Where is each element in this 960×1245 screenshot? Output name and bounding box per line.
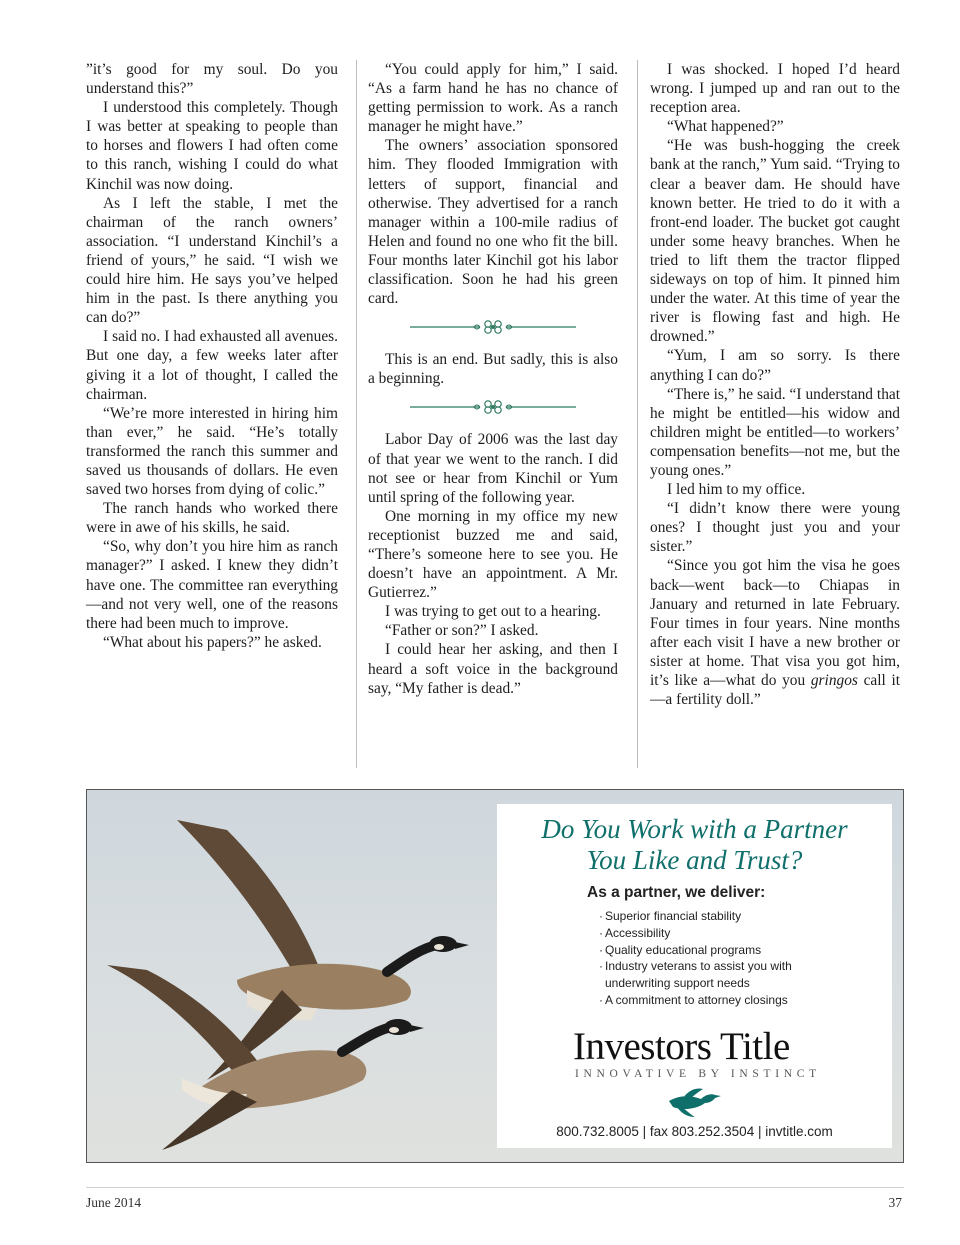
paragraph: The ranch hands who worked there were in awe of his skills, he said. <box>86 500 338 537</box>
paragraph: “Father or son?” I asked. <box>385 622 539 640</box>
paragraph: “What happened?” <box>667 118 784 136</box>
article-column-3 <box>650 60 900 709</box>
paragraph: “I didn’t know there were young ones? I thought just you and your sister.” <box>650 500 900 556</box>
paragraph: I was shocked. I hoped I’d heard wrong. I jumped up and ran out to the reception area. <box>650 61 900 117</box>
paragraph: “Yum, I am so sorry. Is there anything I can do?” <box>650 347 900 384</box>
ad-headline <box>497 814 892 876</box>
page-number: 37 <box>888 1195 902 1210</box>
article-column-1 <box>86 60 338 652</box>
paragraph-text: call it—a fertility doll.” <box>650 672 901 709</box>
paragraph: “You could apply for him,” I said. “As a farm hand he has no chance of getting permission to work. As a ranch manager he might have.” <box>368 61 618 136</box>
paragraph: Labor Day of 2006 was the last day of that year we went to the ranch. I did not see or hear from Kinchil or Yum until spring of the following year. <box>368 431 618 506</box>
column-divider <box>356 60 357 768</box>
ad-contact-info: 800.732.8005 | fax 803.252.3504 | invtitle.com <box>556 1124 833 1139</box>
footer-divider <box>86 1187 904 1188</box>
list-item-text: Accessibility <box>605 925 671 940</box>
paragraph: This is an end. But sadly, this is also a beginning. <box>368 351 618 388</box>
bullet-marker: · <box>599 925 603 940</box>
issue-date: June 2014 <box>86 1195 142 1210</box>
list-item <box>599 958 845 992</box>
list-item-text: Quality educational programs <box>605 942 762 957</box>
paragraph: “We’re more interested in hiring him than ever,” he said. “He’s totally transformed the ranch this summer and saved us thousands of dollars. He even saved two horses from dying of colic.” <box>86 404 338 499</box>
list-item-text: Superior financial stability <box>605 909 742 923</box>
paragraph <box>650 556 900 709</box>
brand-tagline: INNOVATIVE BY INSTINCT <box>575 1068 821 1080</box>
advertisement <box>86 789 904 1163</box>
ad-headline-line: Do You Work with a Partner <box>541 814 848 844</box>
ad-text-panel <box>497 804 892 1148</box>
section-break-ornament <box>368 390 618 424</box>
paragraph: “He was bush-hogging the creek bank at the ranch,” Yum said. “Trying to clear a beaver dam. He should have known better. He tried to do it with a front-end loader. The bucket got caught under some heavy branches. When he tried to lift them the tractor flipped sideways on top of him. It pinned him under the water. At this time of year the river is flowing fast and high. He drowned.” <box>650 137 900 346</box>
bullet-marker: · <box>599 959 603 974</box>
paragraph: As I left the stable, I met the chairman of the ranch owners’ association. “I understand Kinchil’s a friend of yours,” he said. “I wish we could hire him. He says you’ve helped him in the past. Is there anything you can do?” <box>86 194 338 327</box>
list-item-text: Industry veterans to assist you with underwriting support needs <box>605 959 792 991</box>
paragraph: One morning in my office my new receptionist buzzed me and said, “There’s someone here to see you. He doesn’t have an appointment. A Mr. Gutierrez.” <box>368 507 618 602</box>
column-divider <box>637 60 638 768</box>
ad-headline-line: You Like and Trust? <box>586 845 803 875</box>
list-item <box>599 925 845 942</box>
paragraph: “There is,” he said. “I understand that he might be entitled—his widow and children might be entitled—to workers’ compensation benefits—not me, but the young ones.” <box>650 385 900 479</box>
paragraph: I understood this completely. Though I was better at speaking to people than to horses and flowers I had often come to this ranch, wishing I could do what Kinchil was now doing. <box>86 99 338 193</box>
paragraph: I said no. I had exhausted all avenues. But one day, a few weeks later after giving it a lot of thought, I called the chairman. <box>86 328 338 403</box>
bullet-marker: · <box>599 942 603 957</box>
paragraph: I led him to my office. <box>667 481 806 499</box>
paragraph: The owners’ association sponsored him. They flooded Immigration with letters of support, financial and otherwise. They advertised for a ranch manager within a 100-mile radius of Helen and found no one who fit the bill. Four months later Kinchil got his labor classification. Soon he had his green card. <box>368 137 618 308</box>
italic-word: gringos <box>810 672 858 689</box>
section-break-ornament <box>368 310 618 344</box>
list-item <box>599 942 845 959</box>
paragraph: ”it’s good for my soul. Do you understand this?” <box>86 61 338 98</box>
paragraph: I could hear her asking, and then I heard a soft voice in the background say, “My father is dead.” <box>368 641 618 697</box>
paragraph-text: “Since you got him the visa he goes back—went back—to Chiapas in January and returned in late February. Four times in four years. Nine months after each visit I have a new brother or sister at home. That visa you got him, it’s like a—what do you <box>650 557 900 689</box>
brand-logo-text: Investors Title <box>573 1025 790 1068</box>
bullet-marker: · <box>599 909 603 923</box>
paragraph: “So, why don’t you hire him as ranch manager?” I asked. I knew they didn’t have one. The committee ran everything—and not very well, one of the reasons there had been much to improve. <box>86 538 338 632</box>
list-item-text: A commitment to attorney closings <box>605 992 788 1007</box>
ad-subheading: As a partner, we deliver: <box>587 884 766 901</box>
geese-photo <box>87 790 507 1162</box>
paragraph: “What about his papers?” he asked. <box>103 633 322 651</box>
ad-benefits-list <box>599 908 845 1009</box>
bullet-marker: · <box>599 992 603 1007</box>
paragraph: I was trying to get out to a hearing. <box>385 603 601 621</box>
article-column-2 <box>368 60 618 698</box>
duck-logo-icon <box>665 1087 723 1117</box>
list-item <box>599 992 845 1009</box>
list-item <box>599 908 845 925</box>
